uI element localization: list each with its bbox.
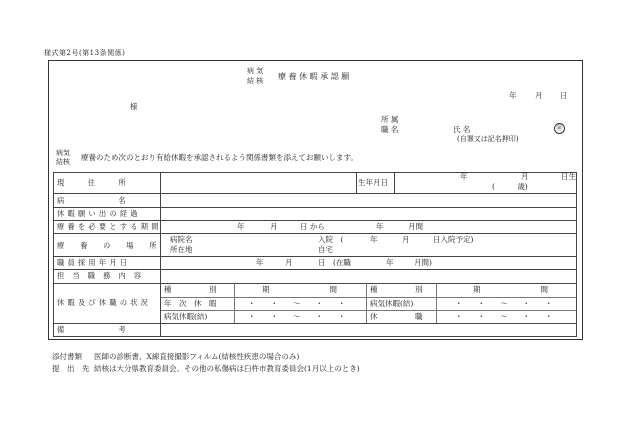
admission-year: 年 (370, 235, 378, 244)
sick-leave-tb2-period: ・ ・ ～ ・ ・ (248, 312, 346, 321)
birth-day-label: 日生 (561, 172, 576, 181)
title-prefix-top: 病 気 (247, 67, 264, 75)
annual-leave-label: 年 次 休 暇 (164, 299, 217, 308)
period-year2: 年 (376, 222, 384, 231)
submit-to-text: 結核は大分県教育委員会、その他の私傷病は臼杵市教育委員会(1月以上のとき) (94, 364, 360, 373)
sick-leave-tb-period: ・ ・ ～ ・ ・ (455, 299, 553, 308)
attachments-label: 添付書類 (52, 352, 82, 361)
sick-leave-tb-label: 病気休暇(結) (370, 299, 414, 308)
date-year: 年 (509, 91, 517, 100)
sick-leave-tb2-label: 病気休暇(結) (164, 312, 208, 321)
admission-month: 月 (402, 235, 410, 244)
request-prefix-bottom: 結核 (56, 158, 70, 166)
birth-month-label: 月 (521, 172, 529, 181)
address-label: 現 住 所 (57, 178, 127, 187)
hire-day-tenure: 日 (在職 (318, 258, 351, 267)
form-title: 療 養 休 暇 承 認 願 (278, 72, 350, 81)
title-prefix-bottom: 結 核 (247, 77, 264, 85)
leave-status-label: 休 暇 及 び 休 職 の 状 況 (57, 298, 149, 307)
duty-label: 担 当 職 務 内 容 (57, 271, 142, 280)
annual-leave-period: ・ ・ ～ ・ ・ (248, 299, 346, 308)
age-field: ( 歳) (492, 182, 528, 191)
period-header-2: 期 間 (473, 285, 548, 294)
date-month: 月 (535, 91, 543, 100)
period-year: 年 (237, 222, 245, 231)
hire-year: 年 (256, 258, 264, 267)
seal-note: (自署又は記名押印) (457, 135, 519, 143)
hire-month: 月 (285, 258, 293, 267)
illness-label: 病 名 (57, 196, 127, 205)
birthdate-label: 生年月日 (358, 178, 388, 187)
date-day: 日 (560, 91, 568, 100)
remarks-label: 備 考 (57, 325, 127, 334)
process-label: 休 暇 願 い 出 の 経 過 (57, 209, 138, 218)
suspension-period: ・ ・ ～ ・ ・ (455, 312, 553, 321)
period-month: 月 (270, 222, 278, 231)
period-day-from: 日 から (300, 222, 325, 231)
submit-to-label: 提 出 先 (52, 364, 90, 373)
hire-date-label: 職 員 採 用 年 月 日 (57, 258, 128, 267)
position-label: 職 名 (381, 125, 399, 134)
addressee-suffix: 様 (130, 102, 138, 111)
seal-mark: ㊞ (554, 123, 565, 134)
period-header-1: 期 間 (262, 285, 337, 294)
type-header-1: 種 別 (164, 285, 217, 294)
birth-year-label: 年 (460, 172, 468, 181)
period-months: 月間 (408, 222, 423, 231)
hospital-label: 病院名 (170, 235, 193, 244)
period-label: 療 養 を 必 要 と す る 期 間 (57, 222, 159, 231)
home-label: 自宅 (318, 245, 333, 254)
suspension-label: 休 職 (370, 312, 423, 321)
admission-day: 日入院予定) (433, 235, 474, 244)
name-label: 氏 名 (453, 125, 471, 134)
admission-label: 入院 ( (318, 235, 344, 244)
location-label: 所在地 (170, 245, 193, 254)
affiliation-label: 所 属 (381, 115, 399, 124)
request-prefix-top: 病気 (56, 149, 70, 157)
place-label: 療 養 の 場 所 (57, 241, 157, 250)
attachments-text: 医師の診断書、X線直接撮影フィルム(結核性疾患の場合のみ) (94, 352, 300, 361)
type-header-2: 種 別 (370, 285, 423, 294)
form-number: 様式第2号(第13条関係) (44, 49, 126, 57)
request-text: 療養のため次のとおり有給休暇を承認されるよう関係書類を添えてお願いします。 (81, 153, 358, 162)
tenure-months: 月間) (414, 258, 432, 267)
tenure-year: 年 (386, 258, 394, 267)
